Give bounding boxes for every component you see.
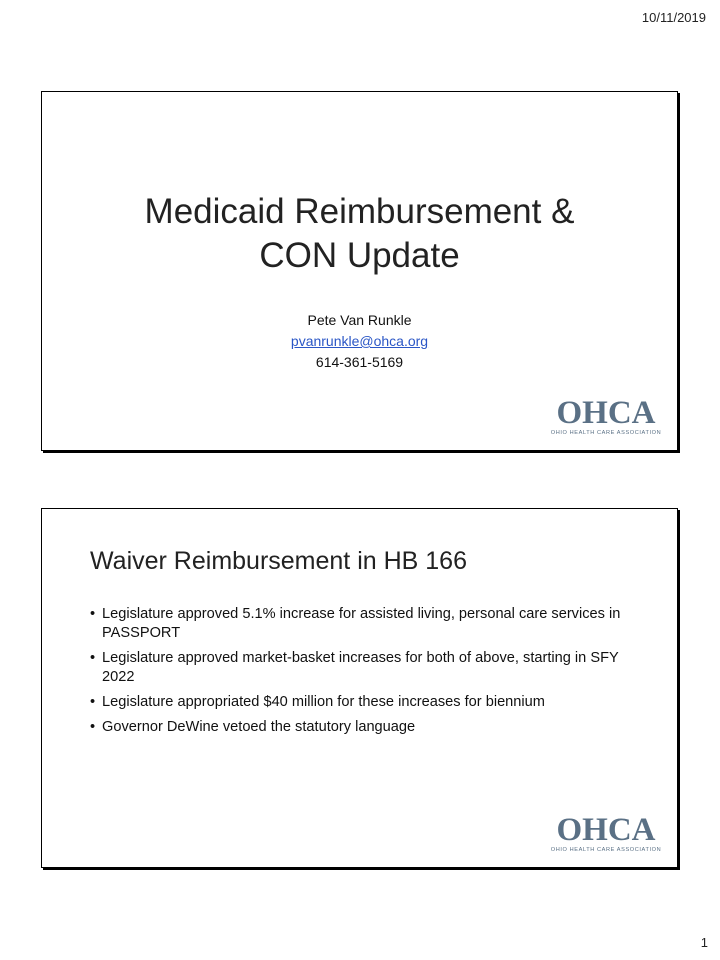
- slide-title-line-1: Medicaid Reimbursement &: [144, 192, 575, 231]
- slide-1: [41, 91, 678, 451]
- bullet-item: • Legislature approved 5.1% increase for assisted living, personal care services in PASSPORT: [90, 605, 650, 643]
- slide-title-line-2: CON Update: [259, 236, 460, 275]
- bullet-list: [90, 605, 650, 743]
- contact-phone: 614-361-5169: [315, 354, 404, 370]
- bullet-item: • Legislature appropriated $40 million for these increases for biennium: [90, 693, 650, 712]
- contact-block: [42, 310, 677, 373]
- contact-email-link[interactable]: pvanrunkle@ohca.org: [290, 333, 429, 349]
- contact-name: Pete Van Runkle: [307, 312, 412, 328]
- logo-wordmark: OHCA: [556, 812, 656, 848]
- logo-wordmark: OHCA: [556, 395, 656, 431]
- page-number: 1: [700, 935, 708, 950]
- bullet-item: • Governor DeWine vetoed the statutory language: [90, 718, 650, 737]
- slide-title: [42, 190, 677, 278]
- page-date: 10/11/2019: [641, 10, 706, 25]
- logo-tagline: OHIO HEALTH CARE ASSOCIATION: [550, 847, 662, 853]
- slide-2: [41, 508, 678, 868]
- ohca-logo: [550, 812, 662, 853]
- slide-title: Waiver Reimbursement in HB 166: [90, 547, 467, 575]
- ohca-logo: [550, 395, 662, 436]
- logo-tagline: OHIO HEALTH CARE ASSOCIATION: [550, 430, 662, 436]
- bullet-item: • Legislature approved market-basket increases for both of above, starting in SFY 2022: [90, 649, 650, 687]
